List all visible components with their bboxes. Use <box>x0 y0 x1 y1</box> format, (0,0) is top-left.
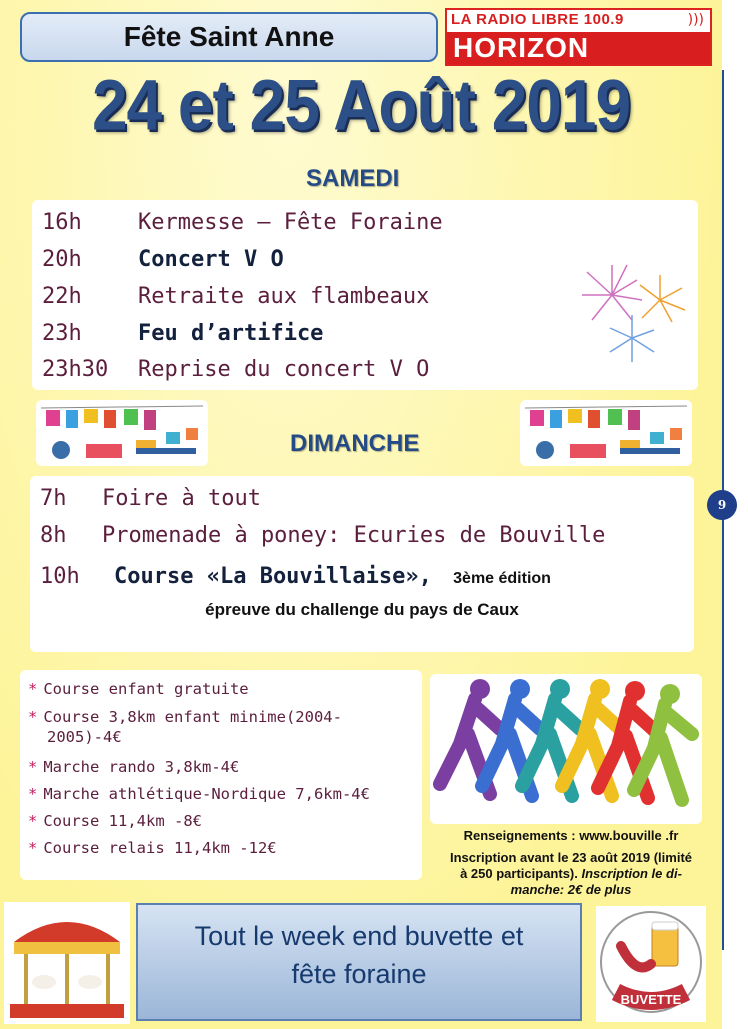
schedule-time: 23h30 <box>42 357 109 382</box>
brocante-icon <box>520 400 692 466</box>
challenge-subline: épreuve du challenge du pays de Caux <box>205 600 519 619</box>
inscription-text-4: manche: 2€ de plus <box>510 882 632 897</box>
banner-line-1: Tout le week end buvette et <box>194 921 524 951</box>
schedule-time: 20h <box>42 247 82 272</box>
schedule-row <box>42 357 429 382</box>
course-list <box>20 670 422 880</box>
brocante-illustration-right <box>520 400 692 466</box>
list-item: * Course enfant gratuite <box>28 680 249 698</box>
brocante-icon <box>36 400 208 466</box>
schedule-label: Kermesse – Fête Foraine <box>138 210 443 235</box>
radio-waves-icon: ))) <box>687 12 704 28</box>
radio-name: HORIZON <box>447 32 710 64</box>
schedule-row <box>42 284 429 309</box>
radio-tagline: LA RADIO LIBRE 100.9 <box>451 11 624 28</box>
schedule-label: Course «La Bouvillaise», <box>114 564 432 589</box>
renseignements-text: Renseignements : www.bouville .fr <box>463 828 679 843</box>
list-item: * Marche rando 3,8km-4€ <box>28 758 240 776</box>
buvette-label: BUVETTE <box>620 992 682 1007</box>
schedule-time: 22h <box>42 284 82 309</box>
schedule-time: 16h <box>42 210 82 235</box>
samedi-heading: SAMEDI <box>306 165 400 192</box>
schedule-time: 7h <box>40 486 67 511</box>
buvette-logo <box>596 906 706 1022</box>
buvette-icon <box>596 906 706 1022</box>
schedule-row <box>42 247 284 272</box>
schedule-time: 23h <box>42 321 82 346</box>
edition-label: 3ème édition <box>453 570 551 587</box>
fireworks-icon <box>572 260 692 370</box>
schedule-label: Reprise du concert V O <box>138 357 430 382</box>
runners-illustration <box>430 674 702 824</box>
page-number: 9 <box>707 490 737 520</box>
schedule-time: 8h <box>40 523 67 548</box>
runners-icon <box>430 674 702 824</box>
radio-logo <box>445 8 712 66</box>
schedule-row <box>42 210 443 235</box>
schedule-row <box>42 321 323 346</box>
buvette-banner <box>136 903 582 1021</box>
dimanche-schedule <box>30 476 694 652</box>
schedule-label: Promenade à poney: Ecuries de Bouville <box>102 523 606 548</box>
event-title: Fête Saint Anne <box>20 12 438 62</box>
carousel-icon <box>4 902 130 1024</box>
schedule-label: Foire à tout <box>102 486 261 511</box>
list-item: * Marche athlétique-Nordique 7,6km-4€ <box>28 785 370 803</box>
carousel-illustration <box>4 902 130 1024</box>
brocante-illustration-left <box>36 400 208 466</box>
schedule-label: Concert V O <box>138 247 284 272</box>
schedule-label: Retraite aux flambeaux <box>138 284 430 309</box>
list-item: * Course 11,4km -8€ <box>28 812 202 830</box>
banner-line-2: fête foraine <box>291 959 427 989</box>
schedule-row <box>40 523 605 548</box>
dimanche-heading: DIMANCHE <box>290 430 420 457</box>
schedule-time: 10h <box>40 564 80 589</box>
inscription-text-1: Inscription avant le 23 août 2019 (limité <box>449 850 693 865</box>
schedule-label: Feu d’artifice <box>138 321 324 346</box>
list-item-continued: 2005)-4€ <box>47 728 122 746</box>
schedule-row <box>40 486 261 511</box>
samedi-schedule <box>32 200 698 390</box>
list-item: * Course relais 11,4km -12€ <box>28 839 277 857</box>
list-item: * Course 3,8km enfant minime(2004- <box>28 708 342 726</box>
inscription-text-2: à 250 participants). Inscription le di- <box>460 866 682 881</box>
schedule-row <box>40 564 551 589</box>
event-dates: 24 et 25 Août 2019 <box>91 64 631 146</box>
